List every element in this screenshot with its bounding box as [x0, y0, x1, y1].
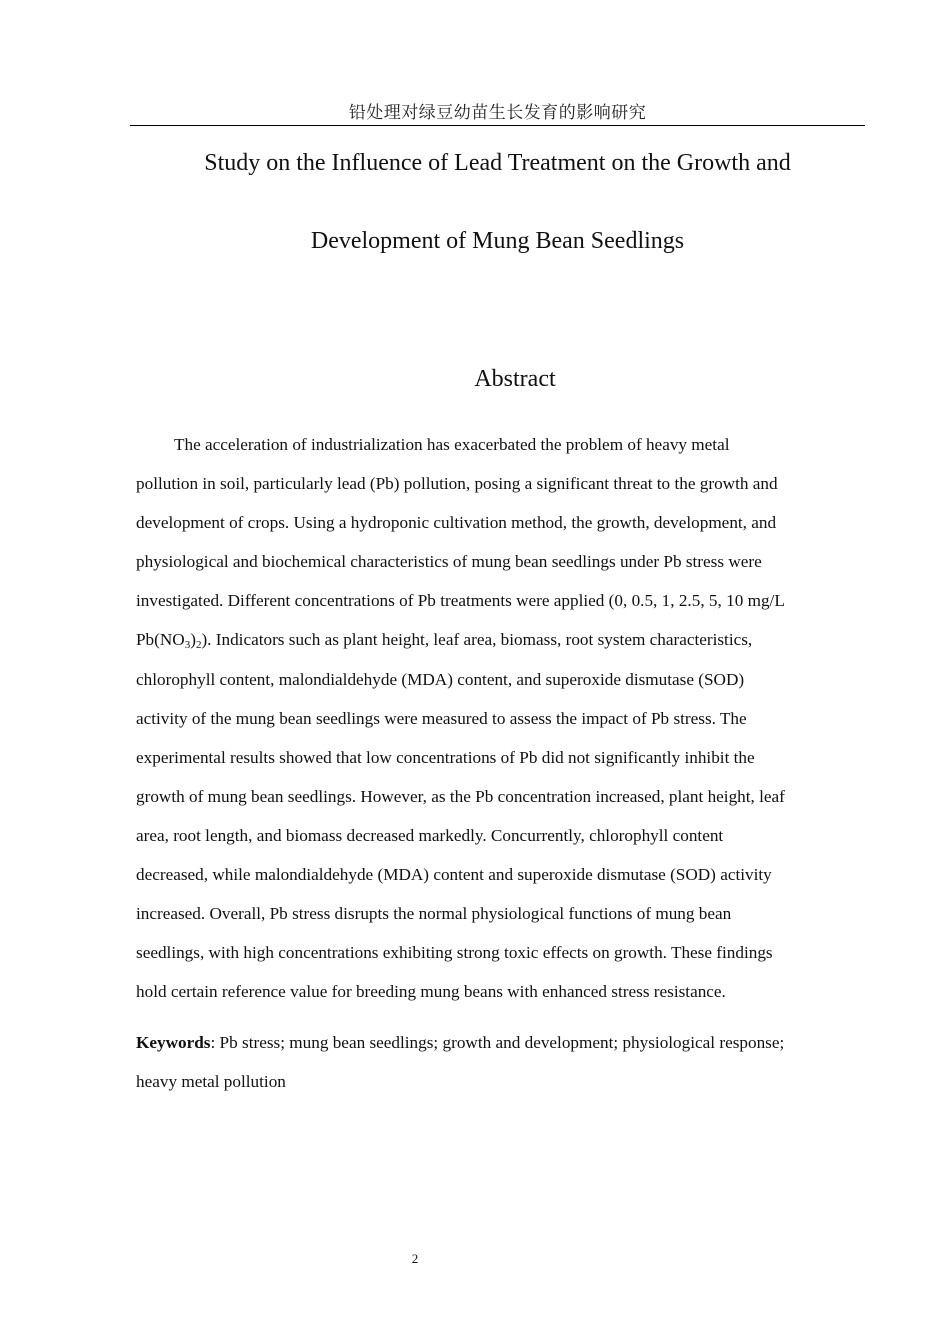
abstract-line: experimental results showed that low concentrations of Pb did not significantly inhibit the — [136, 747, 755, 767]
keywords-line-2: heavy metal pollution — [136, 1072, 286, 1092]
formula-subscript-3: 3 — [184, 639, 191, 652]
abstract-line: area, root length, and biomass decreased markedly. Concurrently, chlorophyll content — [136, 825, 724, 845]
abstract-line: increased. Overall, Pb stress disrupts the normal physiological functions of mung bean — [136, 904, 732, 924]
keywords-section — [136, 1023, 866, 1101]
abstract-line: chlorophyll content, malondialdehyde (MDA) content, and superoxide dismutase (SOD) — [136, 669, 745, 689]
formula-close-paren: ) — [190, 630, 196, 650]
abstract-heading: Abstract — [474, 366, 556, 392]
abstract-line: The acceleration of industrialization has exacerbated the problem of heavy metal — [174, 435, 730, 454]
abstract-body — [136, 425, 866, 1011]
abstract-line: hold certain reference value for breeding mung beans with enhanced stress resistance. — [136, 982, 726, 1002]
abstract-line: growth of mung bean seedlings. However, as the Pb concentration increased, plant height, leaf — [136, 786, 785, 806]
paper-title-line-1: Study on the Influence of Lead Treatment on the Growth and — [204, 150, 791, 176]
abstract-line: seedlings, with high concentrations exhibiting strong toxic effects on growth. These findings — [136, 943, 773, 963]
header-rule — [130, 125, 865, 126]
formula-suffix: ). Indicators such as plant height, leaf area, biomass, root system characteristics, — [201, 630, 753, 650]
keywords-line-1 — [136, 1023, 866, 1062]
paper-title-line-2: Development of Mung Bean Seedlings — [310, 228, 685, 254]
keywords-label: Keywords — [136, 1033, 211, 1052]
formula-prefix: Pb(NO — [136, 630, 185, 650]
page-number: 2 — [411, 1251, 419, 1266]
abstract-line: decreased, while malondialdehyde (MDA) content and superoxide dismutase (SOD) activity — [136, 865, 772, 885]
running-header: 铅处理对绿豆幼苗生长发育的影响研究 — [348, 103, 647, 123]
abstract-line: development of crops. Using a hydroponic cultivation method, the growth, development, and — [136, 513, 777, 533]
keywords-text: : Pb stress; mung bean seedlings; growth and development; physiological response; — [210, 1033, 785, 1052]
abstract-line: activity of the mung bean seedlings were measured to assess the impact of Pb stress. The — [136, 708, 747, 728]
abstract-line: pollution in soil, particularly lead (Pb) pollution, posing a significant threat to the growth and — [136, 474, 778, 494]
abstract-formula-line — [136, 620, 866, 659]
abstract-line: physiological and biochemical characteristics of mung bean seedlings under Pb stress were — [136, 552, 762, 572]
abstract-line: investigated. Different concentrations of Pb treatments were applied (0, 0.5, 1, 2.5, 5, 10 mg/L — [136, 591, 785, 611]
formula-subscript-2: 2 — [195, 639, 202, 652]
